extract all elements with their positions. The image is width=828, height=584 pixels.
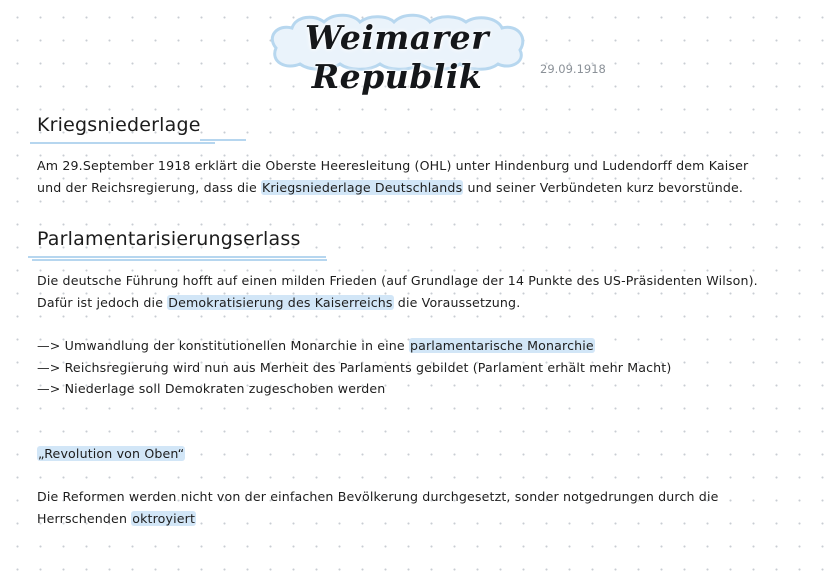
highlight-parlamentarische-monarchie: parlamentarische Monarchie: [409, 338, 594, 353]
bullet-2: —> Reichsregierung wird nun aus Merheit des Parlaments gebildet (Parlament erhält mehr Macht): [37, 359, 672, 375]
section2-paragraph: [37, 270, 758, 313]
section3-paragraph: [37, 486, 719, 529]
section-heading-parlamentarisierungserlass: Parlamentarisierungserlass: [37, 228, 301, 250]
bullet-1: —> Umwandlung der konstitutionellen Monarchie in eine parlamentarische Monarchie: [37, 338, 594, 353]
section1-paragraph: [37, 155, 748, 198]
highlight-kriegsniederlage: Kriegsniederlage Deutschlands: [262, 179, 463, 195]
section2-line1: Die deutsche Führung hofft auf einen milden Frieden (auf Grundlage der 14 Punkte des US-Präsidenten Wilson).: [37, 273, 758, 288]
page-title: [262, 8, 532, 96]
section2-line2: Dafür ist jedoch die Demokratisierung des Kaiserreichs die Voraussetzung.: [37, 294, 521, 310]
highlight-demokratisierung: Demokratisierung des Kaiserreichs: [168, 294, 393, 310]
bullet-3: —> Niederlage soll Demokraten zugeschoben werden: [37, 381, 386, 396]
section-heading-kriegsniederlage: Kriegsniederlage: [37, 114, 201, 136]
title-text: Weimarer Republik: [305, 18, 489, 96]
section3-line2: Herrschenden oktroyiert: [37, 510, 196, 526]
section3-line1: Die Reformen werden nicht von der einfachen Bevölkerung durchgesetzt, sonder notgedrungen durch die: [37, 489, 719, 504]
highlight-oktroyiert: oktroyiert: [132, 510, 196, 526]
section1-line1: Am 29.September 1918 erklärt die Oberste Heeresleitung (OHL) unter Hindenburg und Ludendorff dem Kaiser: [37, 158, 749, 173]
section3-quote: [37, 443, 185, 465]
section1-line2: und der Reichsregierung, dass die Kriegsniederlage Deutschlands und seiner Verbündeten kurz bevorstünde.: [37, 179, 744, 195]
date-label: 29.09.1918: [540, 62, 606, 76]
section2-bullets: [37, 335, 671, 400]
highlight-revolution-von-oben: „Revolution von Oben“: [38, 446, 185, 461]
